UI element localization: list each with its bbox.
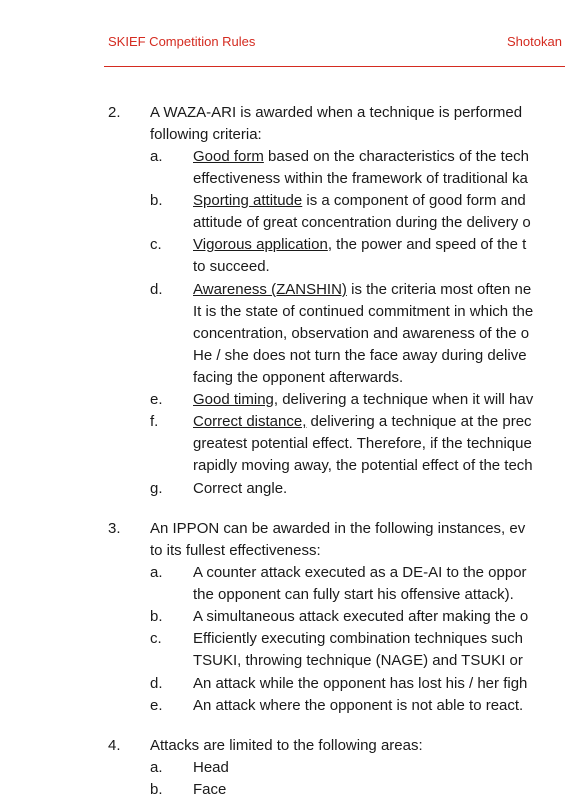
item-text-line <box>193 190 526 212</box>
item-term: Correct distance, <box>193 413 307 430</box>
item-label: b. <box>150 781 163 798</box>
item-text-line <box>193 389 533 411</box>
item-text-line <box>193 411 532 433</box>
item-text-line: to succeed. <box>193 258 270 275</box>
item-text: is a component of good form and <box>302 192 526 209</box>
item-label: b. <box>150 608 163 625</box>
header-right-title: Shotokan <box>507 34 562 49</box>
item-text-line <box>193 279 531 301</box>
item-term: Good form <box>193 148 264 165</box>
item-text: delivering a technique at the prec <box>306 413 532 430</box>
header-left-title: SKIEF Competition Rules <box>108 34 256 49</box>
item-text: , the power and speed of the t <box>327 236 527 253</box>
item-text-line <box>193 234 526 256</box>
rule-number: 2. <box>108 104 121 121</box>
item-label: b. <box>150 192 163 209</box>
item-label: a. <box>150 759 163 776</box>
item-text-line: A simultaneous attack executed after making the o <box>193 608 529 625</box>
header-rule <box>104 66 565 67</box>
item-term: Good timing <box>193 391 274 408</box>
item-text-line: Correct angle. <box>193 480 288 497</box>
rule-text-line: A WAZA-ARI is awarded when a technique is performed <box>150 104 523 121</box>
item-text-line: Efficiently executing combination techniques such <box>193 630 523 647</box>
item-label: d. <box>150 281 163 298</box>
item-label: e. <box>150 391 163 408</box>
item-text-line: effectiveness within the framework of traditional ka <box>193 170 528 187</box>
item-term: Vigorous application <box>193 236 328 253</box>
item-text-line: the opponent can fully start his offensive attack). <box>193 586 514 603</box>
item-label: e. <box>150 697 163 714</box>
rule-text-line: Attacks are limited to the following areas: <box>150 737 423 754</box>
item-text: based on the characteristics of the tech <box>263 148 530 165</box>
rule-text-line: An IPPON can be awarded in the following instances, ev <box>150 520 526 537</box>
item-text-line: An attack while the opponent has lost his / her figh <box>193 675 528 692</box>
item-text-line: Face <box>193 781 227 798</box>
item-label: f. <box>150 413 159 430</box>
item-text: , delivering a technique when it will hav <box>273 391 534 408</box>
item-text-line: greatest potential effect. Therefore, if the technique <box>193 435 532 452</box>
item-text-line: A counter attack executed as a DE-AI to the oppor <box>193 564 527 581</box>
rule-number: 3. <box>108 520 121 537</box>
item-label: c. <box>150 236 162 253</box>
rule-text-line: to its fullest effectiveness: <box>150 542 321 559</box>
rule-number: 4. <box>108 737 121 754</box>
item-text-line <box>193 146 529 168</box>
item-text-line: facing the opponent afterwards. <box>193 369 404 386</box>
item-text-line: It is the state of continued commitment in which the <box>193 303 534 320</box>
item-text-line: Head <box>193 759 229 776</box>
item-label: c. <box>150 630 162 647</box>
item-label: g. <box>150 480 163 497</box>
item-text-line: An attack where the opponent is not able to react. <box>193 697 524 714</box>
item-label: d. <box>150 675 163 692</box>
item-text-line: rapidly moving away, the potential effect of the tech <box>193 457 533 474</box>
item-term: Awareness (ZANSHIN) <box>193 281 347 298</box>
item-text: is the criteria most often ne <box>346 281 532 298</box>
item-text-line: He / she does not turn the face away during delive <box>193 347 527 364</box>
item-text-line: attitude of great concentration during the delivery o <box>193 214 531 231</box>
item-term: Sporting attitude <box>193 192 303 209</box>
item-label: a. <box>150 564 163 581</box>
item-text-line: TSUKI, throwing technique (NAGE) and TSUKI or <box>193 652 523 669</box>
item-text-line: concentration, observation and awareness of the o <box>193 325 530 342</box>
rule-text-line: following criteria: <box>150 126 262 143</box>
item-label: a. <box>150 148 163 165</box>
